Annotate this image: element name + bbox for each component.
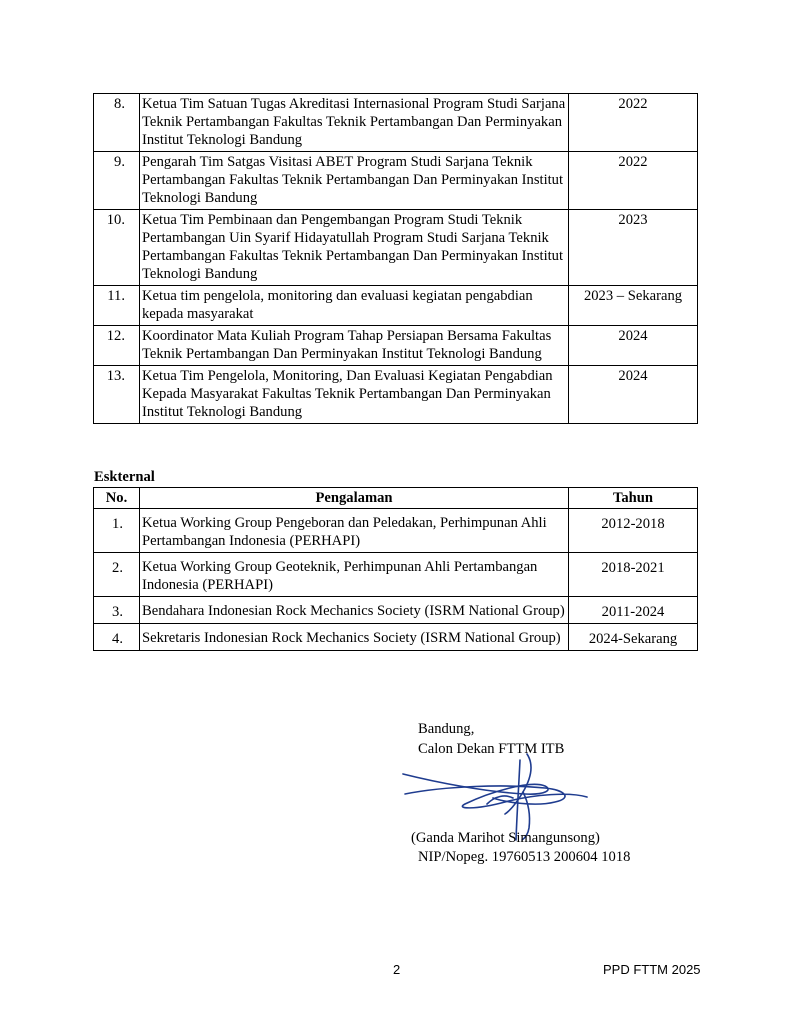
row-number: 4. bbox=[94, 624, 140, 651]
table-row bbox=[94, 597, 698, 624]
header-no: No. bbox=[94, 488, 140, 509]
footer-code: PPD FTTM 2025 bbox=[603, 962, 701, 977]
row-year: 2024 bbox=[569, 366, 698, 424]
row-year: 2018-2021 bbox=[569, 553, 698, 597]
table-row bbox=[94, 210, 698, 286]
row-experience: Sekretaris Indonesian Rock Mechanics Society (ISRM National Group) bbox=[140, 624, 569, 651]
header-experience: Pengalaman bbox=[140, 488, 569, 509]
row-number: 13. bbox=[94, 366, 140, 424]
external-section-title: Eskternal bbox=[94, 469, 155, 485]
row-year: 2022 bbox=[569, 152, 698, 210]
row-number: 8. bbox=[94, 94, 140, 152]
row-year: 2012-2018 bbox=[569, 509, 698, 553]
row-experience: Ketua Working Group Pengeboran dan Peledakan, Perhimpunan Ahli Pertambangan Indonesia (PERHAPI) bbox=[140, 509, 569, 553]
row-experience: Ketua Tim Satuan Tugas Akreditasi Internasional Program Studi Sarjana Teknik Pertambangan Fakultas Teknik Pertambangan Dan Perminyakan Institut Teknologi Bandung bbox=[140, 94, 569, 152]
table-row bbox=[94, 152, 698, 210]
table-header-row bbox=[94, 488, 698, 509]
row-year: 2022 bbox=[569, 94, 698, 152]
row-year: 2023 – Sekarang bbox=[569, 286, 698, 326]
row-experience: Koordinator Mata Kuliah Program Tahap Persiapan Bersama Fakultas Teknik Pertambangan Dan Perminyakan Institut Teknologi Bandung bbox=[140, 326, 569, 366]
row-number: 3. bbox=[94, 597, 140, 624]
row-year: 2023 bbox=[569, 210, 698, 286]
table-row bbox=[94, 509, 698, 553]
row-year: 2024-Sekarang bbox=[569, 624, 698, 651]
row-experience: Ketua tim pengelola, monitoring dan evaluasi kegiatan pengabdian kepada masyarakat bbox=[140, 286, 569, 326]
row-number: 12. bbox=[94, 326, 140, 366]
page-number: 2 bbox=[393, 962, 401, 977]
table-row bbox=[94, 286, 698, 326]
header-year: Tahun bbox=[569, 488, 698, 509]
table-row bbox=[94, 366, 698, 424]
row-number: 2. bbox=[94, 553, 140, 597]
row-experience: Ketua Tim Pembinaan dan Pengembangan Program Studi Teknik Pertambangan Uin Syarif Hidayatullah Program Studi Sarjana Teknik Pertambangan Fakultas Teknik Pertambangan Dan Perminyakan Institut Teknologi Bandung bbox=[140, 210, 569, 286]
row-experience: Ketua Tim Pengelola, Monitoring, Dan Evaluasi Kegiatan Pengabdian Kepada Masyarakat Fakultas Teknik Pertambangan Dan Perminyakan Institut Teknologi Bandung bbox=[140, 366, 569, 424]
signature-role: Calon Dekan FTTM ITB bbox=[418, 741, 565, 757]
row-experience: Pengarah Tim Satgas Visitasi ABET Program Studi Sarjana Teknik Pertambangan Fakultas Teknik Pertambangan Dan Perminyakan Institut Teknologi Bandung bbox=[140, 152, 569, 210]
row-number: 1. bbox=[94, 509, 140, 553]
table-row bbox=[94, 553, 698, 597]
signatory-nip: NIP/Nopeg. 19760513 200604 1018 bbox=[418, 849, 631, 865]
signature-city: Bandung, bbox=[418, 721, 475, 737]
table-row bbox=[94, 326, 698, 366]
row-number: 11. bbox=[94, 286, 140, 326]
row-experience: Bendahara Indonesian Rock Mechanics Society (ISRM National Group) bbox=[140, 597, 569, 624]
signatory-name: (Ganda Marihot Simangunsong) bbox=[411, 830, 600, 846]
row-experience: Ketua Working Group Geoteknik, Perhimpunan Ahli Pertambangan Indonesia (PERHAPI) bbox=[140, 553, 569, 597]
internal-experience-table bbox=[93, 93, 698, 424]
row-year: 2024 bbox=[569, 326, 698, 366]
external-experience-table bbox=[93, 487, 698, 651]
table-row bbox=[94, 94, 698, 152]
row-number: 9. bbox=[94, 152, 140, 210]
row-number: 10. bbox=[94, 210, 140, 286]
row-year: 2011-2024 bbox=[569, 597, 698, 624]
table-row bbox=[94, 624, 698, 651]
